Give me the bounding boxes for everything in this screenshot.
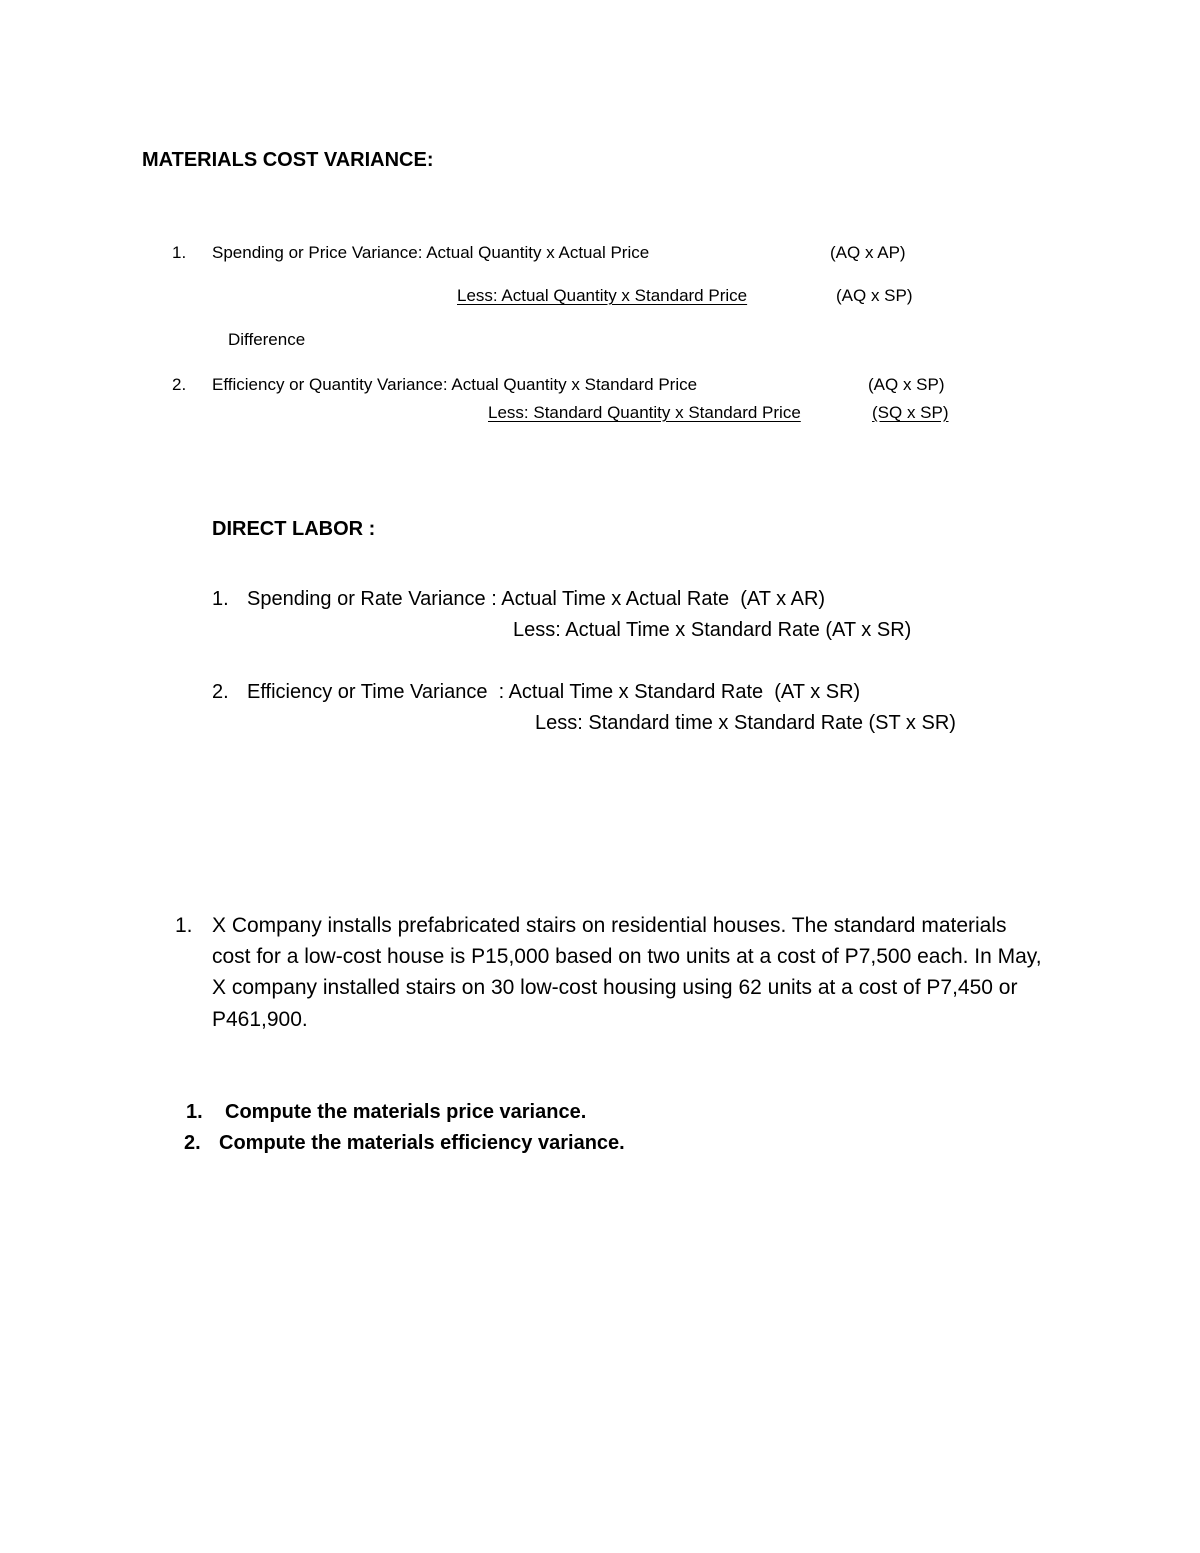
problem-line-4: P461,900. bbox=[212, 1008, 308, 1031]
question-1-text: Compute the materials price variance. bbox=[225, 1101, 587, 1123]
materials-efficiency-variance-less-abbr: (SQ x SP) bbox=[872, 403, 949, 422]
materials-heading: MATERIALS COST VARIANCE: bbox=[142, 149, 434, 171]
problem-line-2: cost for a low-cost house is P15,000 based on two units at a cost of P7,500 each. In May, bbox=[212, 945, 1042, 968]
materials-price-variance-abbr: (AQ x AP) bbox=[830, 243, 906, 262]
materials-price-variance-less-abbr: (AQ x SP) bbox=[836, 286, 913, 305]
labor-time-variance-label: Efficiency or Time Variance : Actual Time x Standard Rate (AT x SR) bbox=[247, 681, 861, 703]
question-1-number: 1. bbox=[186, 1101, 203, 1123]
labor-item2-number: 2. bbox=[212, 681, 229, 703]
problem-line-1: X Company installs prefabricated stairs on residential houses. The standard materials bbox=[212, 914, 1007, 937]
materials-efficiency-variance-less: Less: Standard Quantity x Standard Price bbox=[488, 403, 801, 422]
materials-efficiency-variance-abbr: (AQ x SP) bbox=[868, 375, 945, 394]
materials-price-variance-label: Spending or Price Variance: Actual Quantity x Actual Price bbox=[212, 243, 650, 262]
labor-time-variance-less: Less: Standard time x Standard Rate (ST x SR) bbox=[535, 712, 956, 734]
problem-line-3: X company installed stairs on 30 low-cost housing using 62 units at a cost of P7,450 or bbox=[212, 976, 1018, 999]
materials-price-variance-less: Less: Actual Quantity x Standard Price bbox=[457, 286, 748, 305]
materials-item1-number: 1. bbox=[172, 243, 187, 262]
question-2-text: Compute the materials efficiency variance. bbox=[219, 1132, 625, 1154]
labor-item1-number: 1. bbox=[212, 588, 229, 610]
labor-rate-variance-less: Less: Actual Time x Standard Rate (AT x SR) bbox=[513, 619, 912, 641]
materials-item2-number: 2. bbox=[172, 375, 187, 394]
materials-efficiency-variance-label: Efficiency or Quantity Variance: Actual Quantity x Standard Price bbox=[212, 375, 698, 394]
labor-rate-variance-label: Spending or Rate Variance : Actual Time x Actual Rate (AT x AR) bbox=[247, 588, 826, 610]
problem-number: 1. bbox=[175, 914, 193, 937]
question-2-number: 2. bbox=[184, 1132, 201, 1154]
labor-heading: DIRECT LABOR : bbox=[212, 518, 376, 540]
materials-difference: Difference bbox=[228, 330, 306, 349]
